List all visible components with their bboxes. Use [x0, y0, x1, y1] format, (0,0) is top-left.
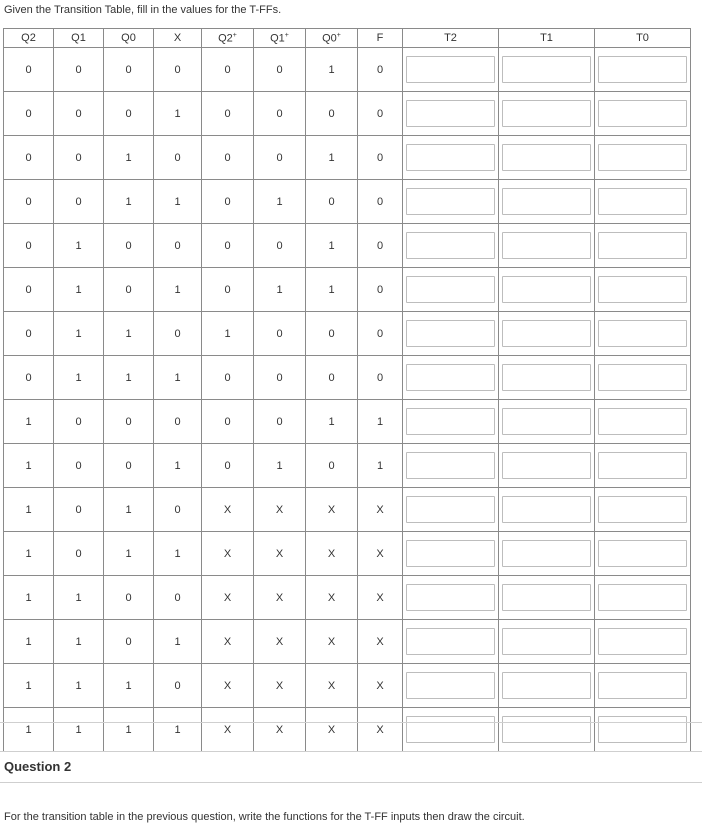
t1-answer-input[interactable] — [502, 144, 591, 171]
table-cell: 1 — [4, 444, 54, 488]
table-cell: 0 — [4, 180, 54, 224]
table-cell: 1 — [4, 532, 54, 576]
table-cell: 0 — [54, 136, 104, 180]
table-row — [4, 136, 691, 180]
table-cell: X — [306, 620, 358, 664]
table-row — [4, 224, 691, 268]
table-cell: 1 — [254, 268, 306, 312]
table-cell: 1 — [154, 356, 202, 400]
answer-cell-t0 — [595, 268, 691, 312]
column-header-x — [154, 29, 202, 48]
answer-cell-t0 — [595, 92, 691, 136]
table-cell: 1 — [154, 708, 202, 752]
t1-answer-input[interactable] — [502, 56, 591, 83]
table-body — [4, 48, 691, 752]
answer-cell-t2 — [403, 708, 499, 752]
answer-cell-t2 — [403, 48, 499, 92]
table-cell: 0 — [254, 312, 306, 356]
table-cell: 0 — [54, 400, 104, 444]
table-cell: 0 — [154, 224, 202, 268]
table-cell: 1 — [104, 664, 154, 708]
answer-cell-t1 — [499, 180, 595, 224]
t0-answer-input[interactable] — [598, 276, 687, 303]
table-cell: 0 — [4, 356, 54, 400]
table-cell: 0 — [4, 136, 54, 180]
question-2-title: Question 2 — [4, 759, 72, 774]
table-cell: X — [358, 620, 403, 664]
table-cell: X — [306, 576, 358, 620]
answer-cell-t0 — [595, 48, 691, 92]
question-2-prompt: For the transition table in the previous question, write the functions for the T-FF inputs then draw the circuit. — [4, 811, 525, 823]
t2-answer-input[interactable] — [406, 320, 495, 347]
table-cell: 0 — [254, 92, 306, 136]
table-cell: 0 — [358, 180, 403, 224]
table-cell: 1 — [104, 136, 154, 180]
t0-answer-input[interactable] — [598, 144, 687, 171]
transition-table — [3, 28, 691, 752]
table-cell: X — [306, 708, 358, 752]
column-header-superscript: + — [232, 31, 237, 39]
column-header-q0 — [104, 29, 154, 48]
table-row — [4, 312, 691, 356]
t2-answer-input[interactable] — [406, 628, 495, 655]
t2-answer-input[interactable] — [406, 100, 495, 127]
table-cell: 0 — [358, 312, 403, 356]
table-row — [4, 400, 691, 444]
table-cell: 0 — [54, 444, 104, 488]
answer-cell-t0 — [595, 620, 691, 664]
answer-cell-t1 — [499, 48, 595, 92]
table-cell: 1 — [54, 356, 104, 400]
table-cell: 1 — [104, 708, 154, 752]
column-header-label: Q1 — [270, 32, 285, 45]
table-cell: 1 — [306, 48, 358, 92]
answer-cell-t1 — [499, 356, 595, 400]
t2-answer-input[interactable] — [406, 232, 495, 259]
table-cell: 0 — [104, 224, 154, 268]
answer-cell-t0 — [595, 444, 691, 488]
table-cell: 0 — [54, 48, 104, 92]
answer-cell-t0 — [595, 532, 691, 576]
answer-cell-t0 — [595, 400, 691, 444]
table-cell: 0 — [54, 532, 104, 576]
t2-answer-input[interactable] — [406, 364, 495, 391]
answer-cell-t1 — [499, 92, 595, 136]
table-cell: 0 — [202, 444, 254, 488]
answer-cell-t1 — [499, 224, 595, 268]
table-cell: X — [358, 708, 403, 752]
table-cell: X — [254, 532, 306, 576]
table-row — [4, 48, 691, 92]
answer-cell-t2 — [403, 576, 499, 620]
answer-cell-t1 — [499, 268, 595, 312]
t2-answer-input[interactable] — [406, 584, 495, 611]
table-cell: 1 — [104, 180, 154, 224]
column-header-t2 — [403, 29, 499, 48]
table-row — [4, 664, 691, 708]
table-row — [4, 180, 691, 224]
answer-cell-t2 — [403, 664, 499, 708]
table-cell: 0 — [104, 444, 154, 488]
table-cell: 1 — [254, 444, 306, 488]
answer-cell-t2 — [403, 180, 499, 224]
t2-answer-input[interactable] — [406, 188, 495, 215]
table-cell: 1 — [254, 180, 306, 224]
t1-answer-input[interactable] — [502, 716, 591, 743]
t0-answer-input[interactable] — [598, 584, 687, 611]
answer-cell-t0 — [595, 708, 691, 752]
divider — [0, 751, 702, 752]
t0-answer-input[interactable] — [598, 56, 687, 83]
answer-cell-t2 — [403, 532, 499, 576]
column-header-t0 — [595, 29, 691, 48]
table-cell: X — [306, 488, 358, 532]
table-cell: X — [202, 708, 254, 752]
table-cell: 0 — [104, 268, 154, 312]
table-cell: X — [202, 488, 254, 532]
table-cell: 0 — [254, 48, 306, 92]
table-cell: 1 — [154, 180, 202, 224]
column-header-f — [358, 29, 403, 48]
t1-answer-input[interactable] — [502, 628, 591, 655]
answer-cell-t2 — [403, 444, 499, 488]
column-header-label: X — [173, 32, 182, 44]
table-cell: X — [254, 576, 306, 620]
table-cell: X — [202, 576, 254, 620]
t1-answer-input[interactable] — [502, 188, 591, 215]
answer-cell-t1 — [499, 444, 595, 488]
table-cell: 1 — [104, 532, 154, 576]
table-cell: 0 — [202, 92, 254, 136]
answer-cell-t1 — [499, 708, 595, 752]
column-header-label: Q0 — [322, 32, 337, 45]
table-cell: 0 — [358, 92, 403, 136]
table-cell: X — [358, 488, 403, 532]
table-cell: 0 — [54, 488, 104, 532]
table-cell: 0 — [4, 312, 54, 356]
table-cell: 0 — [306, 356, 358, 400]
table-cell: X — [254, 488, 306, 532]
t0-answer-input[interactable] — [598, 540, 687, 567]
table-cell: X — [202, 532, 254, 576]
t0-answer-input[interactable] — [598, 408, 687, 435]
table-cell: X — [358, 664, 403, 708]
table-cell: 1 — [154, 444, 202, 488]
t0-answer-input[interactable] — [598, 232, 687, 259]
table-cell: 0 — [154, 664, 202, 708]
table-cell: 1 — [54, 268, 104, 312]
table-cell: 1 — [54, 708, 104, 752]
t2-answer-input[interactable] — [406, 56, 495, 83]
table-cell: 1 — [104, 312, 154, 356]
column-header-superscript: + — [336, 31, 341, 39]
table-cell: 0 — [202, 356, 254, 400]
table-cell: 0 — [4, 224, 54, 268]
table-cell: 0 — [254, 224, 306, 268]
table-cell: 0 — [202, 268, 254, 312]
table-cell: 0 — [154, 488, 202, 532]
table-row — [4, 708, 691, 752]
table-cell: 0 — [54, 92, 104, 136]
table-cell: X — [358, 532, 403, 576]
table-cell: 0 — [306, 180, 358, 224]
table-cell: 1 — [306, 400, 358, 444]
t2-answer-input[interactable] — [406, 716, 495, 743]
t2-answer-input[interactable] — [406, 144, 495, 171]
answer-cell-t0 — [595, 136, 691, 180]
table-cell: 0 — [4, 92, 54, 136]
column-header-q2 — [4, 29, 54, 48]
table-header-row — [4, 29, 691, 48]
answer-cell-t2 — [403, 488, 499, 532]
column-header-label: Q0 — [121, 32, 136, 44]
t1-answer-input[interactable] — [502, 408, 591, 435]
t2-answer-input[interactable] — [406, 540, 495, 567]
t1-answer-input[interactable] — [502, 232, 591, 259]
answer-cell-t2 — [403, 268, 499, 312]
table-cell: 1 — [154, 532, 202, 576]
table-row — [4, 92, 691, 136]
answer-cell-t0 — [595, 488, 691, 532]
t0-answer-input[interactable] — [598, 100, 687, 127]
table-cell: 1 — [4, 400, 54, 444]
answer-cell-t0 — [595, 224, 691, 268]
table-cell: 1 — [154, 92, 202, 136]
answer-cell-t1 — [499, 664, 595, 708]
t1-answer-input[interactable] — [502, 320, 591, 347]
table-cell: 1 — [54, 224, 104, 268]
answer-cell-t0 — [595, 664, 691, 708]
table-cell: 0 — [54, 180, 104, 224]
t1-answer-input[interactable] — [502, 452, 591, 479]
t1-answer-input[interactable] — [502, 540, 591, 567]
table-cell: 0 — [202, 224, 254, 268]
table-row — [4, 576, 691, 620]
t1-answer-input[interactable] — [502, 672, 591, 699]
t2-answer-input[interactable] — [406, 408, 495, 435]
table-cell: 1 — [54, 620, 104, 664]
table-row — [4, 356, 691, 400]
answer-cell-t2 — [403, 620, 499, 664]
answer-cell-t0 — [595, 356, 691, 400]
answer-cell-t1 — [499, 532, 595, 576]
table-cell: 0 — [202, 48, 254, 92]
table-cell: 1 — [54, 664, 104, 708]
table-cell: 1 — [4, 488, 54, 532]
answer-cell-t2 — [403, 312, 499, 356]
table-row — [4, 268, 691, 312]
column-header-superscript: + — [284, 31, 289, 39]
table-cell: 0 — [154, 576, 202, 620]
table-cell: X — [254, 708, 306, 752]
column-header-label: T2 — [444, 32, 457, 44]
table-cell: 1 — [358, 444, 403, 488]
answer-cell-t2 — [403, 136, 499, 180]
table-cell: 0 — [306, 312, 358, 356]
table-cell: 0 — [358, 48, 403, 92]
table-cell: 1 — [154, 268, 202, 312]
table-cell: 0 — [358, 136, 403, 180]
table-row — [4, 488, 691, 532]
t0-answer-input[interactable] — [598, 452, 687, 479]
table-cell: 1 — [104, 356, 154, 400]
t0-answer-input[interactable] — [598, 320, 687, 347]
table-cell: 0 — [202, 136, 254, 180]
table-cell: 0 — [104, 400, 154, 444]
column-header-label: Q2 — [21, 32, 36, 44]
table-cell: 0 — [154, 48, 202, 92]
column-header-label: T0 — [636, 32, 649, 44]
t1-answer-input[interactable] — [502, 276, 591, 303]
t0-answer-input[interactable] — [598, 672, 687, 699]
table-cell: X — [306, 532, 358, 576]
answer-cell-t2 — [403, 356, 499, 400]
table-cell: X — [202, 664, 254, 708]
t0-answer-input[interactable] — [598, 188, 687, 215]
table-cell: X — [202, 620, 254, 664]
answer-cell-t2 — [403, 224, 499, 268]
table-cell: 1 — [306, 136, 358, 180]
table-cell: 1 — [54, 312, 104, 356]
column-header-label: F — [376, 32, 384, 44]
answer-cell-t0 — [595, 576, 691, 620]
divider — [0, 722, 702, 723]
table-cell: 0 — [4, 268, 54, 312]
table-cell: 1 — [306, 224, 358, 268]
table-cell: 0 — [4, 48, 54, 92]
column-header-q0-next — [306, 29, 358, 48]
t1-answer-input[interactable] — [502, 364, 591, 391]
table-cell: X — [254, 620, 306, 664]
column-header-label: Q2 — [218, 32, 233, 45]
table-cell: 0 — [154, 400, 202, 444]
t2-answer-input[interactable] — [406, 276, 495, 303]
t0-answer-input[interactable] — [598, 716, 687, 743]
answer-cell-t1 — [499, 576, 595, 620]
answer-cell-t1 — [499, 312, 595, 356]
table-cell: 1 — [306, 268, 358, 312]
table-cell: 0 — [202, 400, 254, 444]
answer-cell-t2 — [403, 400, 499, 444]
column-header-q2-next — [202, 29, 254, 48]
divider — [0, 782, 702, 783]
table-cell: X — [358, 576, 403, 620]
column-header-t1 — [499, 29, 595, 48]
table-cell: 1 — [4, 664, 54, 708]
table-cell: 1 — [4, 620, 54, 664]
table-cell: 1 — [4, 576, 54, 620]
table-cell: 1 — [202, 312, 254, 356]
t0-answer-input[interactable] — [598, 628, 687, 655]
column-header-label: Q1 — [71, 32, 86, 44]
t2-answer-input[interactable] — [406, 672, 495, 699]
table-cell: X — [306, 664, 358, 708]
table-row — [4, 532, 691, 576]
t1-answer-input[interactable] — [502, 584, 591, 611]
t2-answer-input[interactable] — [406, 452, 495, 479]
table-cell: 0 — [254, 136, 306, 180]
answer-cell-t1 — [499, 136, 595, 180]
table-cell: X — [254, 664, 306, 708]
table-cell: 0 — [104, 620, 154, 664]
t0-answer-input[interactable] — [598, 364, 687, 391]
table-cell: 0 — [104, 92, 154, 136]
table-cell: 0 — [254, 356, 306, 400]
t2-answer-input[interactable] — [406, 496, 495, 523]
table-cell: 1 — [154, 620, 202, 664]
table-cell: 1 — [104, 488, 154, 532]
answer-cell-t0 — [595, 180, 691, 224]
answer-cell-t0 — [595, 312, 691, 356]
answer-cell-t1 — [499, 488, 595, 532]
table-cell: 0 — [104, 576, 154, 620]
t1-answer-input[interactable] — [502, 100, 591, 127]
table-row — [4, 444, 691, 488]
table-cell: 0 — [306, 444, 358, 488]
column-header-q1-next — [254, 29, 306, 48]
answer-cell-t1 — [499, 620, 595, 664]
column-header-q1 — [54, 29, 104, 48]
table-row — [4, 620, 691, 664]
answer-cell-t1 — [499, 400, 595, 444]
t1-answer-input[interactable] — [502, 496, 591, 523]
table-cell: 0 — [358, 268, 403, 312]
table-cell: 0 — [104, 48, 154, 92]
t0-answer-input[interactable] — [598, 496, 687, 523]
table-cell: 0 — [154, 136, 202, 180]
table-cell: 0 — [306, 92, 358, 136]
table-cell: 0 — [358, 356, 403, 400]
table-cell: 1 — [4, 708, 54, 752]
table-cell: 1 — [54, 576, 104, 620]
answer-cell-t2 — [403, 92, 499, 136]
instructions-text: Given the Transition Table, fill in the values for the T-FFs. — [4, 4, 282, 16]
table-cell: 0 — [154, 312, 202, 356]
table-cell: 1 — [358, 400, 403, 444]
table-cell: 0 — [358, 224, 403, 268]
column-header-label: T1 — [540, 32, 553, 44]
table-cell: 0 — [202, 180, 254, 224]
table-cell: 0 — [254, 400, 306, 444]
